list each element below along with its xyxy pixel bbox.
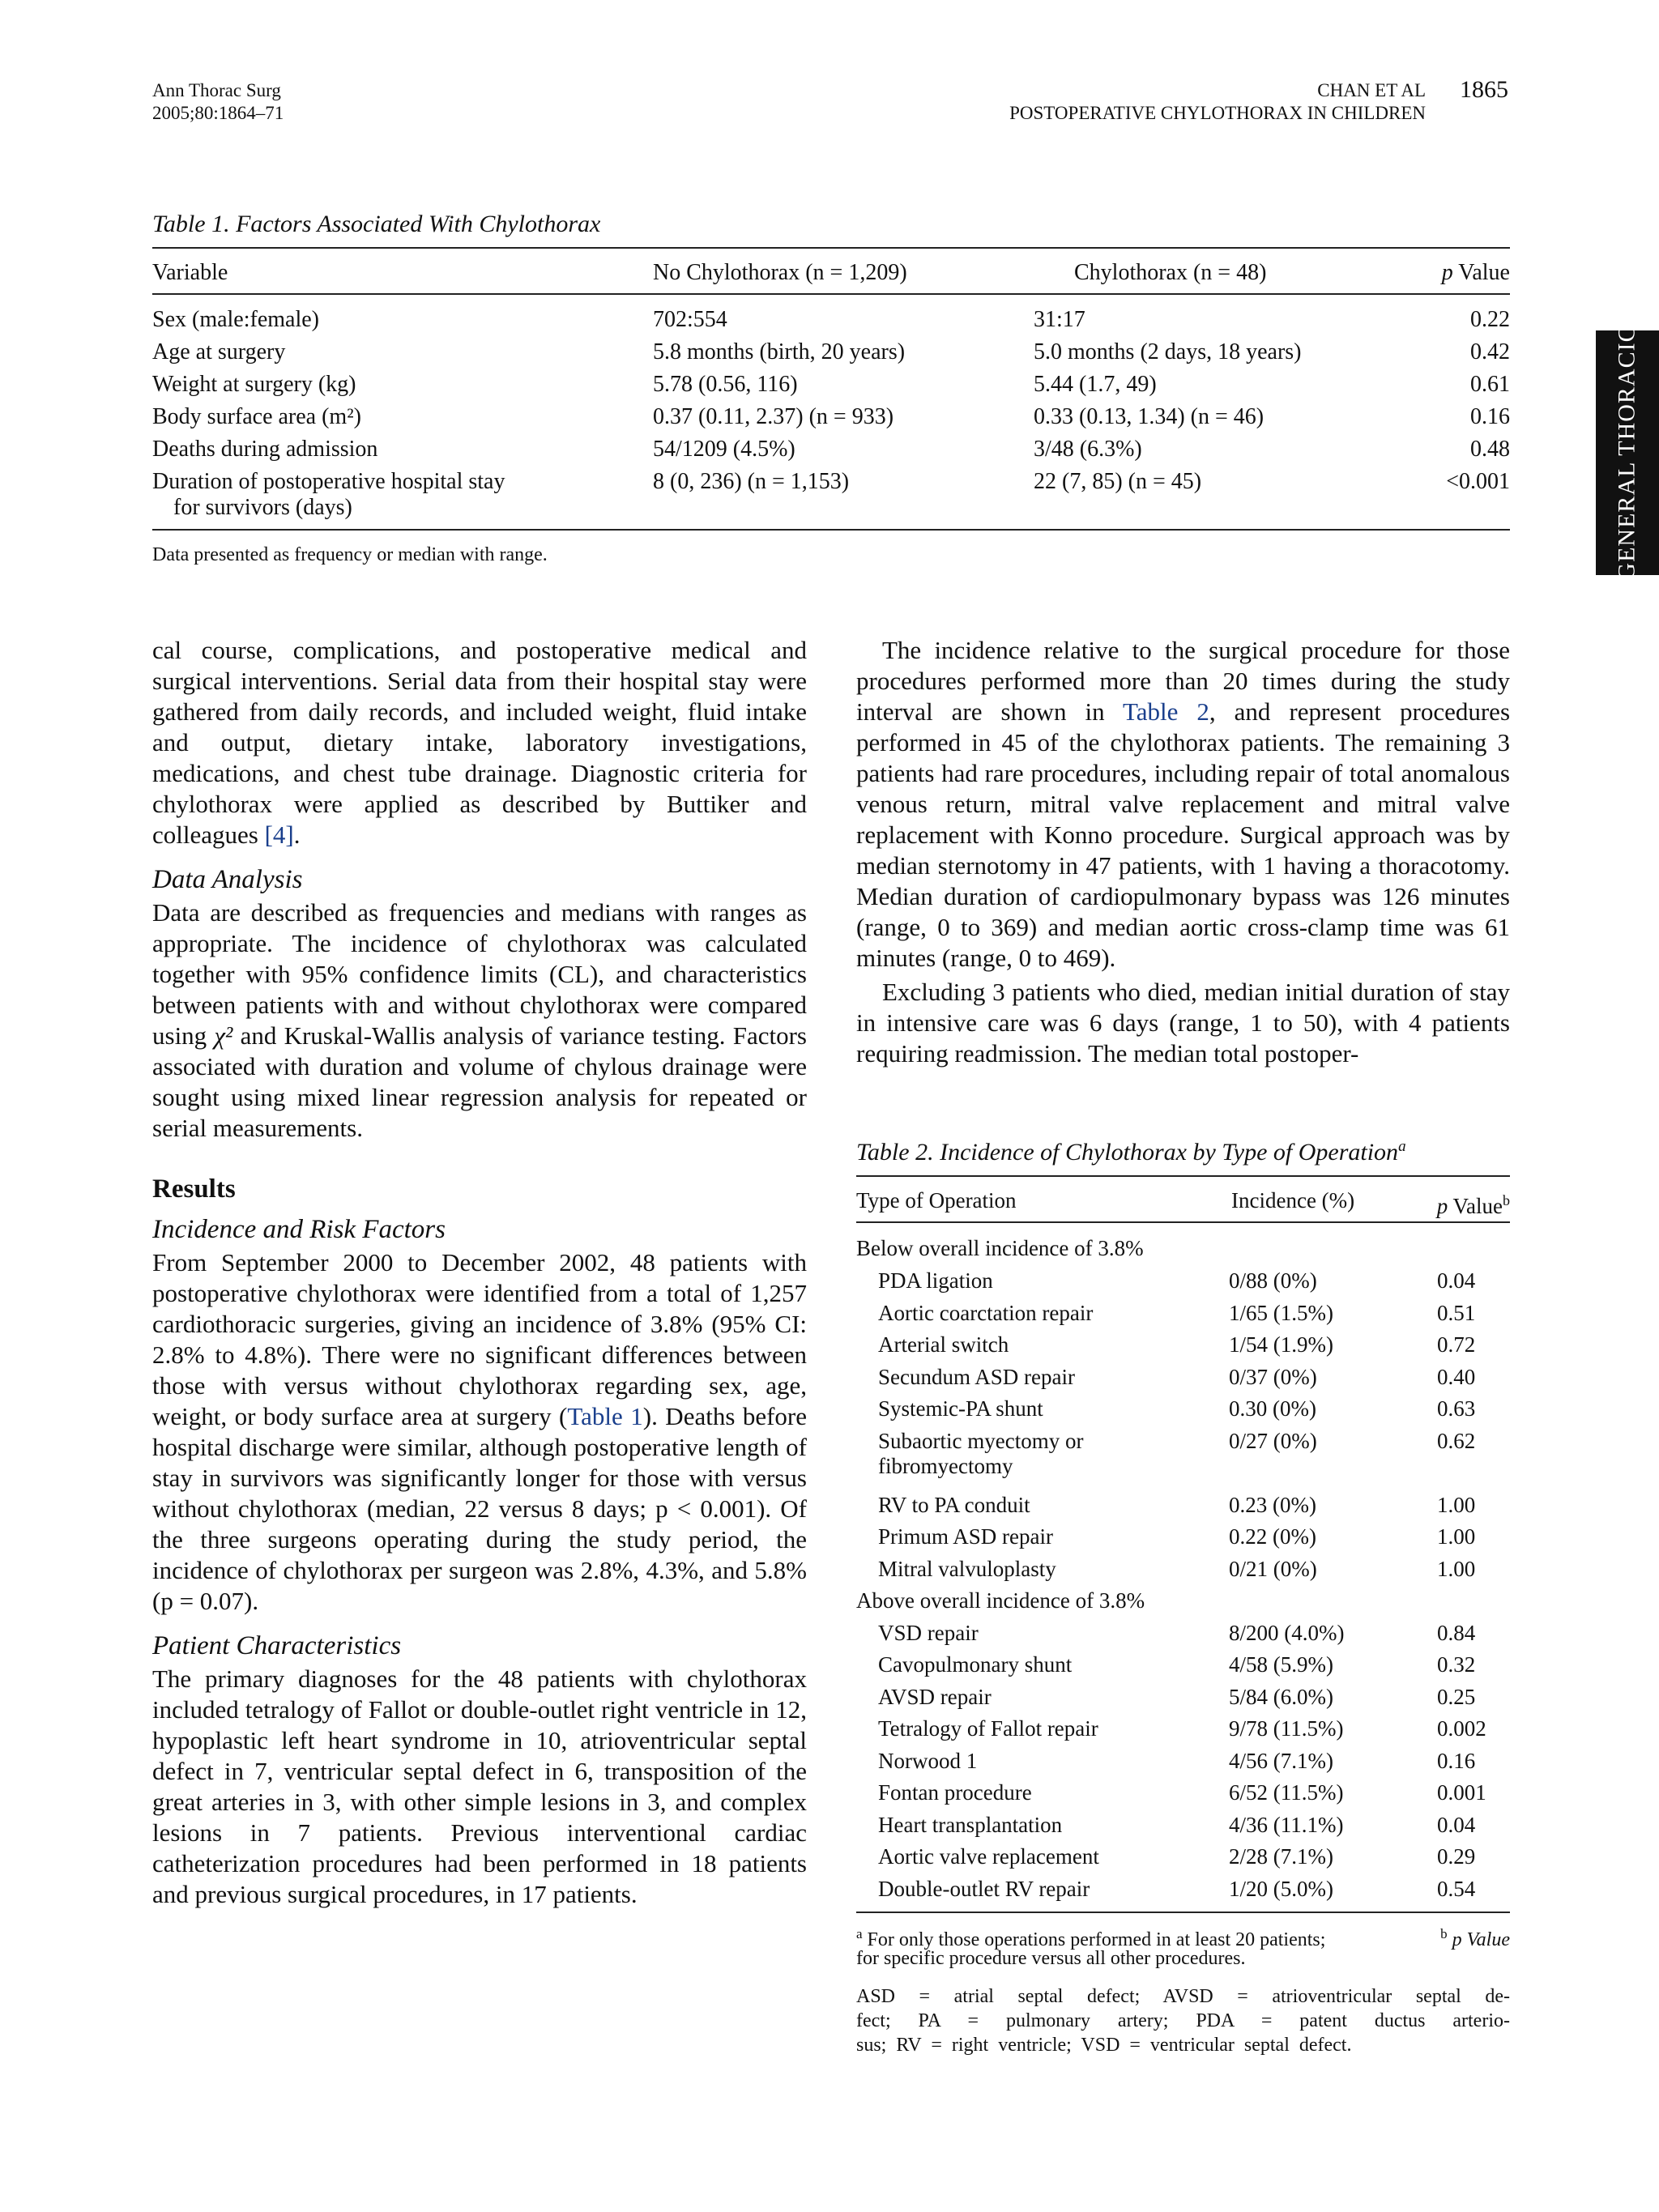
table-cell: 0/37 (0%) bbox=[1229, 1365, 1317, 1389]
table-cell: 0.002 bbox=[1437, 1716, 1486, 1741]
table-cell: 0.22 (0%) bbox=[1229, 1524, 1316, 1549]
running-header-left bbox=[152, 79, 284, 125]
footnote-mark-b: b bbox=[1503, 1192, 1510, 1208]
authors: CHAN ET AL bbox=[1317, 80, 1426, 100]
table-cell: 5.0 months (2 days, 18 years) bbox=[1034, 339, 1302, 364]
table-1-link[interactable]: Table 1 bbox=[567, 1402, 643, 1430]
table-cell: 3/48 (6.3%) bbox=[1034, 437, 1142, 462]
table-1-header-rule bbox=[152, 293, 1510, 295]
table-2 bbox=[856, 1138, 1510, 2056]
table-1-header-no-chylothorax: No Chylothorax (n = 1,209) bbox=[653, 260, 907, 285]
table-cell: 0.72 bbox=[1437, 1332, 1476, 1357]
table-2-footnote-a: $^a$ For only those operations performed in at least 20 patients; bbox=[856, 1926, 1326, 1950]
table-2-header-p-value: p Value$^b$ bbox=[1436, 1192, 1510, 1218]
page-number: 1865 bbox=[1460, 76, 1508, 103]
table-cell: Aortic valve replacement bbox=[878, 1844, 1099, 1869]
table-cell: 0.42 bbox=[1470, 339, 1510, 364]
footnote-mark-a: a bbox=[1398, 1138, 1406, 1155]
table-cell: 0.84 bbox=[1437, 1621, 1476, 1645]
table-1-bottom-rule bbox=[152, 529, 1510, 531]
table-cell: Norwood 1 bbox=[878, 1749, 978, 1773]
table-cell: 0.23 (0%) bbox=[1229, 1493, 1316, 1517]
table-cell: 5/84 (6.0%) bbox=[1229, 1685, 1333, 1709]
heading-results: Results bbox=[152, 1174, 236, 1204]
table-cell: 0.04 bbox=[1437, 1268, 1476, 1293]
paragraph: Excluding 3 patients who died, median initial duration of stay in intensive care was 6 days (range, 1 to 50), with 4 patients requiring readmission. The median total postoper- bbox=[856, 978, 1510, 1068]
table-cell: 0.16 bbox=[1437, 1749, 1476, 1773]
table-row bbox=[152, 306, 1510, 339]
table-cell: 4/58 (5.9%) bbox=[1229, 1652, 1333, 1677]
table-cell: Cavopulmonary shunt bbox=[878, 1652, 1073, 1677]
table-cell: Duration of postoperative hospital stay bbox=[152, 469, 505, 494]
table-cell: 54/1209 (4.5%) bbox=[653, 437, 795, 462]
table-cell: 0/27 (0%) bbox=[1229, 1429, 1317, 1453]
table-cell: 1.00 bbox=[1437, 1524, 1476, 1549]
table-cell: 0.54 bbox=[1437, 1877, 1476, 1901]
table-cell: Weight at surgery (kg) bbox=[152, 372, 356, 397]
table-cell: Age at surgery bbox=[152, 339, 286, 364]
table-cell: 0/88 (0%) bbox=[1229, 1268, 1317, 1293]
table-cell: 5.78 (0.56, 116) bbox=[653, 372, 798, 397]
reference-link-4[interactable]: [4] bbox=[264, 820, 294, 849]
table-cell: 0.30 (0%) bbox=[1229, 1396, 1316, 1421]
table-cell: 0.51 bbox=[1437, 1301, 1476, 1325]
table-cell: 9/78 (11.5%) bbox=[1229, 1716, 1344, 1741]
table-cell: 0.33 (0.13, 1.34) (n = 46) bbox=[1034, 404, 1265, 429]
table-1-header-chylothorax: Chylothorax (n = 48) bbox=[1074, 260, 1267, 285]
paragraph: The primary diagnoses for the 48 patients with chylothorax included tetralogy of Fallot or double-outlet right ventricle in 12, hypoplastic left heart syndrome in 10, atrioventricular septal defect in 7, ventricular septal defect in 6, transposition of the great arteries in 3, with other simple lesions in 3, and complex lesions in 7 patients. Previous interventional cardiac catheterization procedures had been performed in 18 patients and previous surgical procedures, in 17 patients. bbox=[152, 1664, 807, 1908]
table-cell: AVSD repair bbox=[878, 1685, 992, 1709]
table-2-header-incidence: Incidence (%) bbox=[1231, 1188, 1355, 1213]
section-tab-label: GENERAL THORACIC bbox=[1614, 325, 1641, 581]
table-cell: 31:17 bbox=[1034, 307, 1085, 332]
paragraph: From September 2000 to December 2002, 48 patients with postoperative chylothorax were identified from a total of 1,257 cardiothoracic surgeries, giving an incidence of 3.8% (95% CI: 2.8% to 4.8%). There were no significant differences between those with versus without chylothorax regarding sex, age, weight, or body surface area at surgery (Table 1). Deaths before hospital discharge were similar, although postoperative length of stay in survivors was significantly longer for those with versus without chylothorax (median, 22 versus 8 days; p < 0.001). Of the three surgeons operating during the study period, the incidence of chylothorax per surgeon was 2.8%, 4.3%, and 5.8% (p = 0.07). bbox=[152, 1248, 808, 1615]
right-column bbox=[856, 635, 1510, 1069]
journal-name: Ann Thorac Surg bbox=[152, 80, 281, 100]
table-2-header-rule bbox=[856, 1221, 1510, 1223]
table-cell: Tetralogy of Fallot repair bbox=[878, 1716, 1098, 1741]
table-cell: 0.22 bbox=[1470, 307, 1510, 332]
table-cell: 2/28 (7.1%) bbox=[1229, 1844, 1333, 1869]
group-label-below: Below overall incidence of 3.8% bbox=[856, 1236, 1144, 1260]
table-2-footnote-b: for specific procedure versus all other procedures. bbox=[856, 1948, 1246, 1969]
table-row bbox=[152, 436, 1510, 468]
p-value-label: Value bbox=[1458, 260, 1510, 285]
table-cell: VSD repair bbox=[878, 1621, 979, 1645]
table-cell: Fontan procedure bbox=[878, 1780, 1032, 1805]
group-label-above: Above overall incidence of 3.8% bbox=[856, 1588, 1145, 1613]
table-cell: Deaths during admission bbox=[152, 437, 378, 462]
table-cell: 0/21 (0%) bbox=[1229, 1557, 1317, 1581]
heading-incidence-risk-factors: Incidence and Risk Factors bbox=[152, 1215, 446, 1244]
table-cell: for survivors (days) bbox=[173, 495, 352, 520]
table-cell: Systemic-PA shunt bbox=[878, 1396, 1043, 1421]
section-tab bbox=[1596, 325, 1659, 581]
heading-patient-characteristics: Patient Characteristics bbox=[152, 1631, 402, 1660]
table-cell: 0.62 bbox=[1437, 1429, 1476, 1453]
paragraph: cal course, complications, and postoperative medical and surgical interventions. Serial data from their hospital stay were gathered from daily records, and included weight, fluid intake and output, dietary intake, laboratory investigations, medications, and chest tube drainage. Diagnostic criteria for chylothorax were applied as described by Buttiker and colleagues [4]. bbox=[152, 636, 807, 849]
table-1 bbox=[152, 211, 1510, 575]
table-2-top-rule bbox=[856, 1175, 1510, 1177]
table-cell: 5.8 months (birth, 20 years) bbox=[653, 339, 906, 364]
table-cell: 22 (7, 85) (n = 45) bbox=[1034, 469, 1202, 494]
table-cell: 1/65 (1.5%) bbox=[1229, 1301, 1333, 1325]
table-cell: 0.61 bbox=[1470, 372, 1510, 397]
heading-data-analysis: Data Analysis bbox=[152, 865, 303, 894]
table-cell: 0.48 bbox=[1470, 437, 1510, 462]
p-value-label: Value bbox=[1452, 1194, 1503, 1218]
table-cell: 702:554 bbox=[653, 307, 727, 332]
table-row bbox=[152, 371, 1510, 403]
table-1-header-variable: Variable bbox=[152, 260, 228, 285]
table-cell: Mitral valvuloplasty bbox=[878, 1557, 1056, 1581]
table-2-caption: Table 2. Incidence of Chylothorax by Type of Operation$^a$ bbox=[856, 1138, 1406, 1166]
table-cell: <0.001 bbox=[1446, 469, 1510, 494]
table-cell: 6/52 (11.5%) bbox=[1229, 1780, 1344, 1805]
table-cell: Secundum ASD repair bbox=[878, 1365, 1075, 1389]
table-cell: Heart transplantation bbox=[878, 1813, 1063, 1837]
table-cell: 0.001 bbox=[1437, 1780, 1486, 1805]
table-cell: 1.00 bbox=[1437, 1493, 1476, 1517]
table-row bbox=[152, 339, 1510, 371]
table-cell: Primum ASD repair bbox=[878, 1524, 1053, 1549]
table-cell: Double-outlet RV repair bbox=[878, 1877, 1090, 1901]
table-row bbox=[152, 468, 1510, 526]
table-cell: 8 (0, 236) (n = 1,153) bbox=[653, 469, 850, 494]
table-cell: 1/20 (5.0%) bbox=[1229, 1877, 1333, 1901]
table-cell: 1.00 bbox=[1437, 1557, 1476, 1581]
table-cell: 4/56 (7.1%) bbox=[1229, 1749, 1333, 1773]
table-2-link[interactable]: Table 2 bbox=[1123, 697, 1209, 726]
table-cell: 5.44 (1.7, 49) bbox=[1034, 372, 1157, 397]
table-cell: 8/200 (4.0%) bbox=[1229, 1621, 1345, 1645]
table-cell: 0.63 bbox=[1437, 1396, 1476, 1421]
table-cell: 1/54 (1.9%) bbox=[1229, 1332, 1333, 1357]
table-cell: Body surface area (m²) bbox=[152, 404, 361, 429]
table-2-footnote-b-mark: $^b$ p Value bbox=[1440, 1926, 1510, 1950]
chi-squared-symbol: χ² bbox=[214, 1021, 233, 1050]
table-1-caption: Table 1. Factors Associated With Chylothorax bbox=[152, 211, 601, 237]
table-cell: RV to PA conduit bbox=[878, 1493, 1030, 1517]
table-row bbox=[152, 403, 1510, 436]
table-2-header-operation: Type of Operation bbox=[856, 1188, 1017, 1213]
table-cell: Sex (male:female) bbox=[152, 307, 320, 332]
running-header-right bbox=[1009, 79, 1426, 125]
table-cell: 0.04 bbox=[1437, 1813, 1476, 1837]
running-title: POSTOPERATIVE CHYLOTHORAX IN CHILDREN bbox=[1009, 103, 1426, 123]
left-column bbox=[152, 635, 807, 1910]
table-1-header-p-value: p Value bbox=[1441, 260, 1510, 285]
table-cell: 0.40 bbox=[1437, 1365, 1476, 1389]
table-cell: Arterial switch bbox=[878, 1332, 1009, 1357]
paragraph: Data are described as frequencies and medians with ranges as appropriate. The incidence of chylothorax was calculated together with 95% confidence limits (CL), and characteristics between patients with and without chylothorax were compared using χ² and Kruskal-Wallis analysis of variance testing. Factors associated with duration and volume of chylous drainage were sought using mixed linear regression analysis for repeated or serial measurements. bbox=[152, 898, 807, 1142]
table-cell: 0.25 bbox=[1437, 1685, 1476, 1709]
table-cell: 4/36 (11.1%) bbox=[1229, 1813, 1344, 1837]
table-cell: fibromyectomy bbox=[878, 1454, 1013, 1478]
table-cell: 0.16 bbox=[1470, 404, 1510, 429]
citation: 2005;80:1864–71 bbox=[152, 103, 284, 123]
table-cell: 0.37 (0.11, 2.37) (n = 933) bbox=[653, 404, 894, 429]
table-2-abbreviations: ASD = atrial septal defect; AVSD = atrioventricular septal de- fect; PA = pulmonary artery; PDA = patent ductus arterio- sus; RV = right ventricle; VSD = ventricular septal defect. bbox=[856, 1986, 1510, 2056]
table-cell: Aortic coarctation repair bbox=[878, 1301, 1094, 1325]
table-2-bottom-rule bbox=[856, 1912, 1510, 1913]
paragraph: The incidence relative to the surgical procedure for those procedures performed more than 20 times during the study interval are shown in Table 2, and represent procedures performed in 45 of the chylothorax patients. The remaining 3 patients had rare procedures, including repair of total anomalous venous return, mitral valve replacement and mitral valve replacement with Konno procedure. Surgical approach was by median sternotomy in 47 patients, with 1 having a thoracotomy. Median duration of cardiopulmonary bypass was 126 minutes (range, 0 to 369) and median aortic cross-clamp time was 61 minutes (range, 0 to 469). bbox=[856, 636, 1511, 972]
table-1-top-rule bbox=[152, 247, 1510, 249]
table-cell: 0.32 bbox=[1437, 1652, 1476, 1677]
table-cell: PDA ligation bbox=[878, 1268, 993, 1293]
table-cell: 0.29 bbox=[1437, 1844, 1476, 1869]
table-1-footnote: Data presented as frequency or median with range. bbox=[152, 544, 548, 565]
table-cell: Subaortic myectomy or bbox=[878, 1429, 1084, 1453]
